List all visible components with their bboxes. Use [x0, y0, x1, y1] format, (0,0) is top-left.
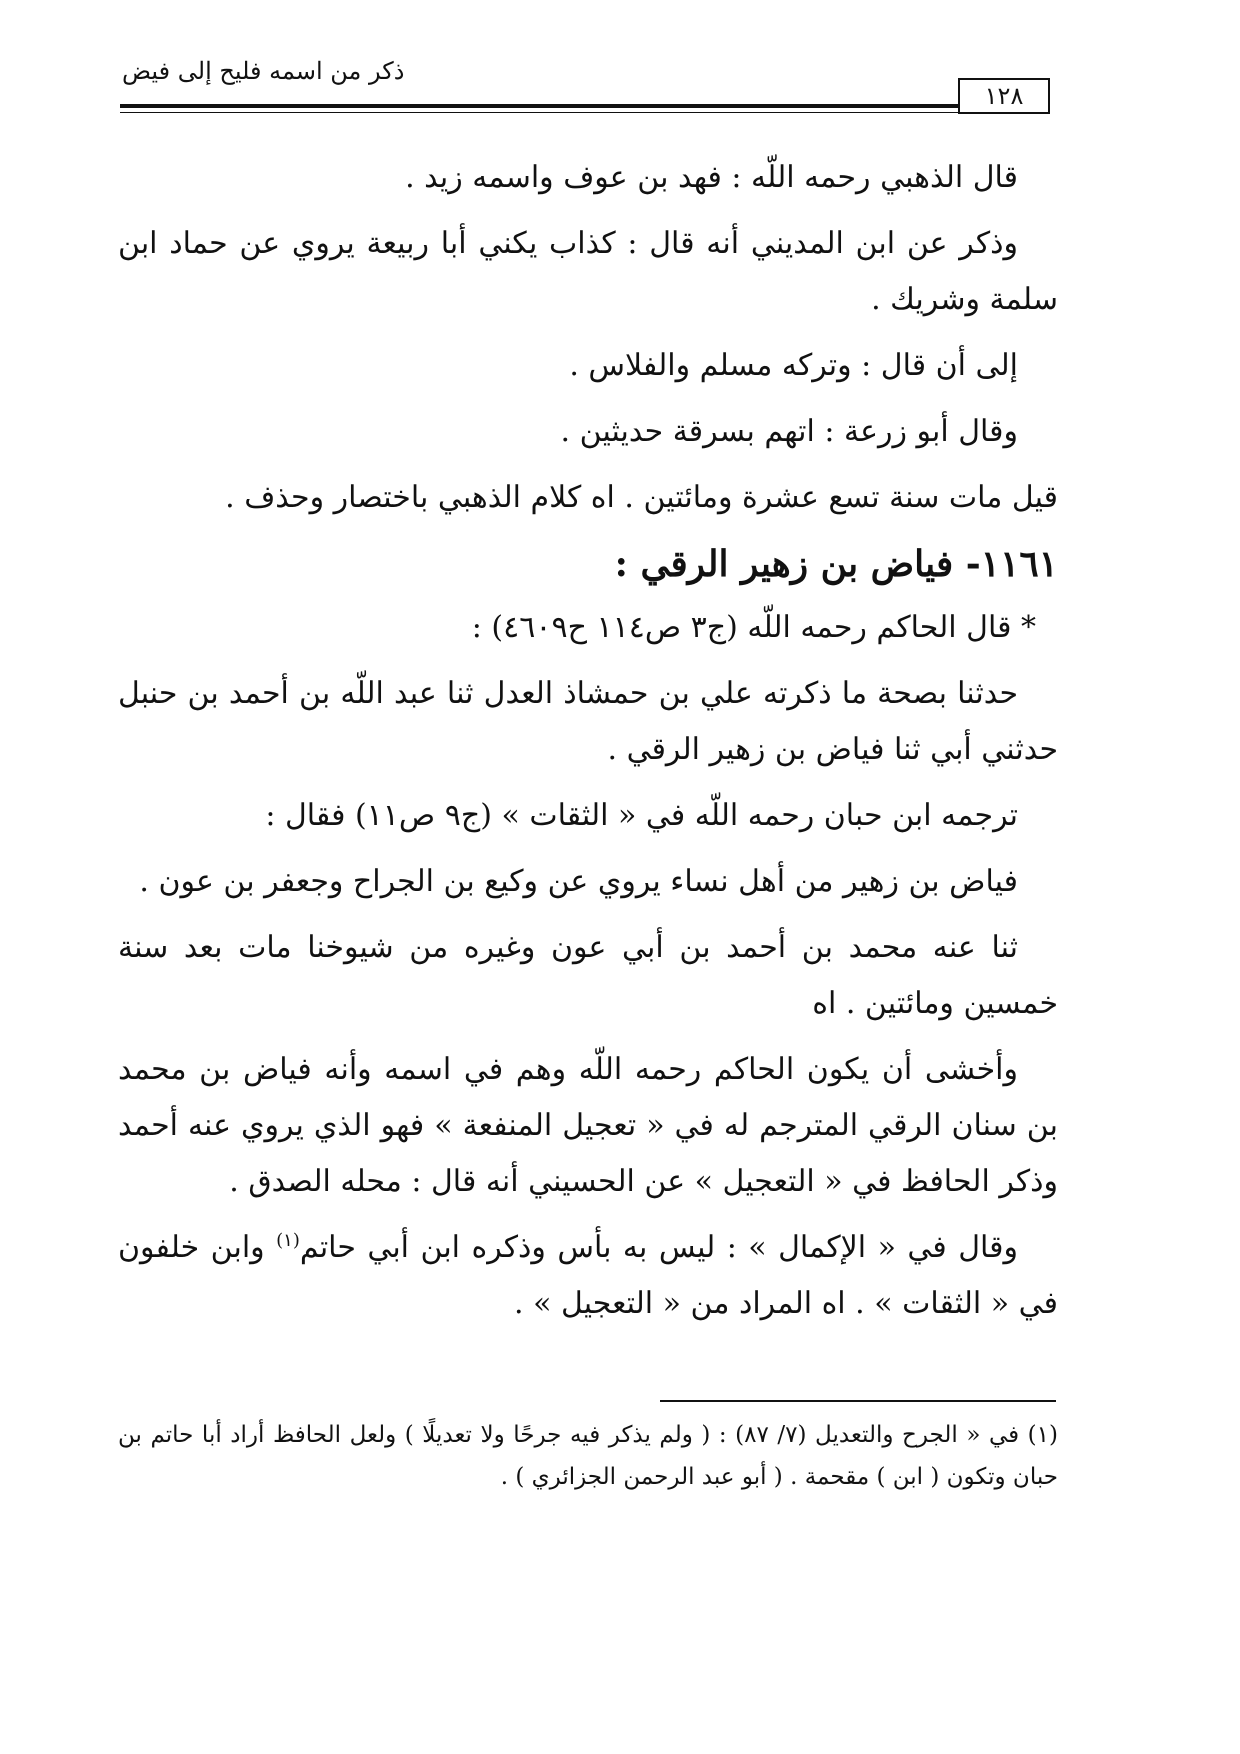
paragraph: ترجمه ابن حبان رحمه اللّه في « الثقات » (ج٩ ص١١) فقال :	[265, 798, 1018, 833]
entry-source-line: * قال الحاكم رحمه اللّه (ج٣ ص١١٤ ح٤٦٠٩) :	[471, 610, 1036, 645]
header-rule-thin	[120, 112, 960, 113]
paragraph: فياض بن زهير من أهل نساء يروي عن وكيع بن الجراح وجعفر بن عون .	[139, 864, 1018, 899]
page-number: ١٢٨	[958, 78, 1050, 114]
paragraph: قيل مات سنة تسع عشرة ومائتين . اه كلام الذهبي باختصار وحذف .	[225, 480, 1058, 515]
paragraph: وأخشى أن يكون الحاكم رحمه اللّه وهم في اسمه وأنه فياض بن محمد بن سنان الرقي المترجم له في « تعجيل المنفعة » فهو الذي يروي عنه أحمد وذكر الحافظ في « التعجيل » عن الحسيني أنه قال : محله الصدق .	[118, 1052, 1058, 1199]
paragraph: ثنا عنه محمد بن أحمد بن أبي عون وغيره من شيوخنا مات بعد سنة خمسين ومائتين . اه	[118, 930, 1058, 1021]
main-text	[118, 150, 1058, 1342]
footnotes	[118, 1414, 1058, 1498]
paragraph-with-footnote	[118, 1220, 1058, 1332]
footnote: (١) في « الجرح والتعديل (٧/ ٨٧) : ( ولم يذكر فيه جرحًا ولا تعديلًا ) ولعل الحافظ أراد أبا حاتم بن حبان وتكون ( ابن ) مقحمة . ( أبو عبد الرحمن الجزائري ) .	[118, 1422, 1058, 1490]
paragraph: قال الذهبي رحمه اللّه : فهد بن عوف واسمه زيد .	[405, 160, 1018, 195]
paragraph-text: وقال في « الإكمال » : ليس به بأس وذكره ابن أبي حاتم	[299, 1230, 1018, 1265]
paragraph: إلى أن قال : وتركه مسلم والفلاس .	[569, 348, 1018, 383]
paragraph: وقال أبو زرعة : اتهم بسرقة حديثين .	[560, 414, 1018, 449]
entry-heading: ١١٦١- فياض بن زهير الرقي :	[614, 543, 1058, 585]
running-title: ذكر من اسمه فليح إلى فيض	[122, 57, 405, 85]
footnote-separator	[660, 1400, 1056, 1402]
paragraph: حدثنا بصحة ما ذكرته علي بن حمشاذ العدل ثنا عبد اللّه بن أحمد بن حنبل حدثني أبي ثنا فياض بن زهير الرقي .	[118, 676, 1058, 767]
paragraph: وذكر عن ابن المديني أنه قال : كذاب يكني أبا ربيعة يروي عن حماد ابن سلمة وشريك .	[118, 226, 1058, 317]
footnote-reference: (١)	[276, 1230, 300, 1251]
header-rule-thick	[120, 104, 960, 108]
paragraph-text: وابن خلفون في « الثقات » . اه المراد من « التعجيل » .	[118, 1230, 1058, 1321]
